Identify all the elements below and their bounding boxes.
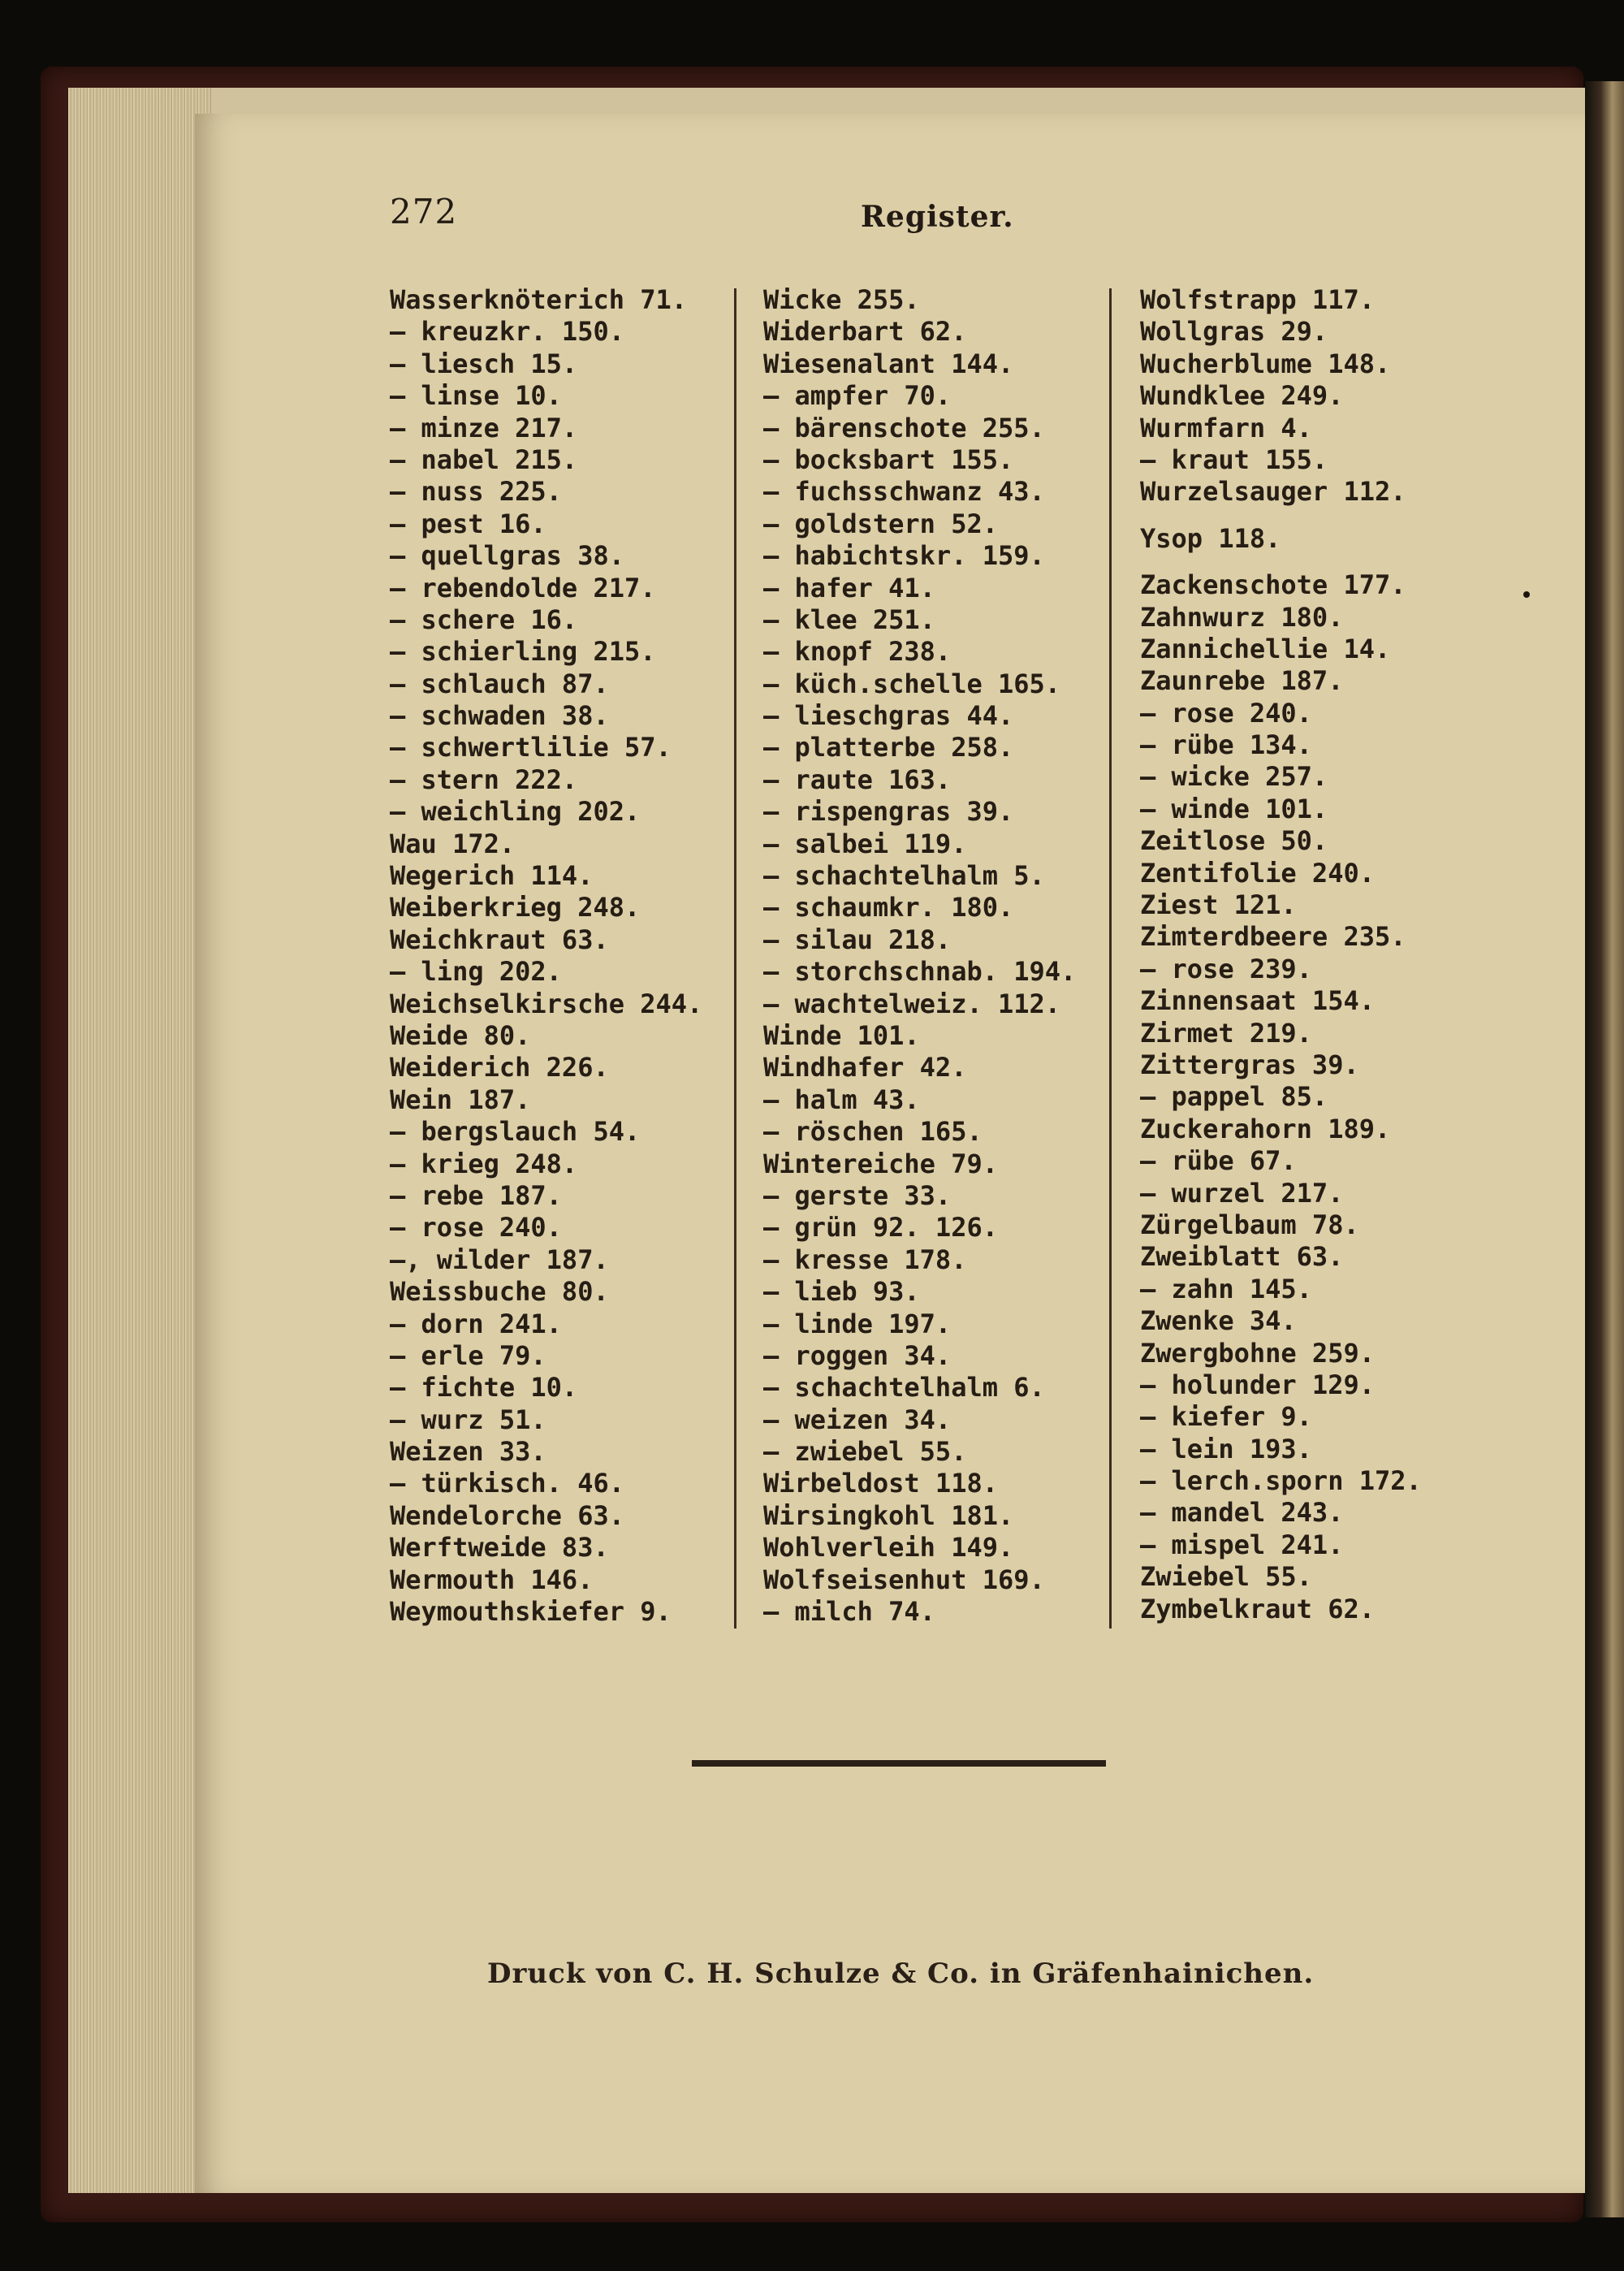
index-entry: Wicke 255. [763,284,920,315]
index-entry: Weizen 33. [390,1436,546,1468]
index-entry: Wurzelsauger 112. [1140,476,1406,508]
index-entry: — grün 92. 126. [763,1212,998,1244]
index-entry: — kiefer 9. [1140,1401,1312,1433]
index-entry: — silau 218. [763,924,952,955]
index-entry: Ziest 121. [1140,889,1297,921]
index-entry: — liesch 15. [390,348,578,379]
index-entry: — lerch.sporn 172. [1140,1465,1422,1497]
index-entry: — goldstern 52. [763,508,998,539]
index-entry: — schere 16. [390,603,578,635]
index-entry: — rübe 134. [1140,729,1312,761]
index-entry: Wendelorche 63. [390,1499,624,1531]
index-entry: — halm 43. [763,1084,920,1115]
index-column-3 [1140,284,1522,1625]
end-rule [692,1760,1106,1767]
index-entry: — klee 251. [763,603,935,635]
index-entry: — krieg 248. [390,1148,578,1179]
page-number: 272 [390,192,458,231]
index-entry: Weichkraut 63. [390,924,609,955]
index-entry: — linse 10. [390,380,562,412]
index-entry: Wohlverleih 149. [763,1532,1014,1564]
index-entry: Wein 187. [390,1084,531,1115]
index-column-2 [763,284,1145,1628]
index-entry: Zittergras 39. [1140,1049,1359,1080]
index-entry: Zwergbohne 259. [1140,1337,1375,1369]
section-gap [1140,508,1522,523]
index-entry: Wollgras 29. [1140,316,1328,348]
index-entry: — quellgras 38. [390,540,624,572]
column-divider [734,288,736,1629]
index-entry: Wau 172. [390,828,516,859]
index-entry: Zymbelkraut 62. [1140,1593,1375,1624]
index-entry: Wermouth 146. [390,1564,594,1595]
index-entry: — schachtelhalm 5. [763,860,1045,892]
index-entry: Zahnwurz 180. [1140,601,1344,633]
index-entry: — roggen 34. [763,1339,952,1371]
index-entry: — röschen 165. [763,1116,983,1148]
page-edges [68,88,211,2193]
index-entry: Wirbeldost 118. [763,1468,998,1499]
index-entry: Zweiblatt 63. [1140,1241,1344,1273]
index-entry: — rübe 67. [1140,1145,1297,1177]
column-divider [1109,288,1112,1629]
index-entry: Zeitlose 50. [1140,825,1328,857]
index-entry: — wicke 257. [1140,761,1328,793]
index-entry: — winde 101. [1140,793,1328,824]
index-entry: Weichselkirsche 244. [390,988,703,1019]
index-entry: Zackenschote 177. [1140,569,1406,601]
index-entry: Zimterdbeere 235. [1140,921,1406,953]
index-entry: — ling 202. [390,956,562,988]
index-entry: Zaunrebe 187. [1140,665,1344,697]
index-entry: Zwenke 34. [1140,1305,1297,1337]
index-entry: — türkisch. 46. [390,1468,624,1499]
index-entry: Winde 101. [763,1019,920,1051]
index-entry: — rose 239. [1140,953,1312,984]
index-entry: Zwiebel 55. [1140,1561,1312,1593]
index-entry: Werftweide 83. [390,1532,609,1564]
index-entry: Weiderich 226. [390,1052,609,1084]
index-entry: Weide 80. [390,1019,531,1051]
index-entry: — schlauch 87. [390,668,609,699]
index-entry: — milch 74. [763,1596,935,1628]
index-entry: — nabel 215. [390,443,578,475]
index-entry: Widerbart 62. [763,316,967,348]
index-entry: Wasserknöterich 71. [390,284,688,315]
index-entry: — küch.schelle 165. [763,668,1061,699]
index-entry: — wurz 51. [390,1404,546,1435]
index-entry: — gerste 33. [763,1179,952,1211]
index-entry: — nuss 225. [390,476,562,508]
index-entry: — lieb 93. [763,1276,920,1308]
index-entry: — lieschgras 44. [763,700,1014,732]
index-entry: — raute 163. [763,763,952,795]
index-entry: — rebendolde 217. [390,572,656,603]
printer-imprint: Druck von C. H. Schulze & Co. in Gräfenhainichen. [487,1957,1315,1990]
page-title: Register. [861,200,1014,234]
index-entry: — pest 16. [390,508,546,539]
index-entry: — lein 193. [1140,1433,1312,1464]
index-entry: — erle 79. [390,1339,546,1371]
index-entry: — mispel 241. [1140,1529,1344,1560]
index-entry: — kresse 178. [763,1244,967,1275]
index-entry: — schierling 215. [390,636,656,668]
index-entry: Weissbuche 80. [390,1276,609,1308]
index-entry: — rose 240. [1140,697,1312,729]
index-entry: Wirsingkohl 181. [763,1499,1014,1531]
index-entry: Weiberkrieg 248. [390,892,641,924]
index-entry: Wucherblume 148. [1140,348,1391,379]
index-entry: — kraut 155. [1140,443,1328,475]
index-column-1 [390,284,771,1628]
index-entry: — salbei 119. [763,828,967,859]
index-entry: Weymouthskiefer 9. [390,1596,672,1628]
index-entry: — schwaden 38. [390,700,609,732]
book-spine-gutter [1585,81,1624,2217]
index-entry: — hafer 41. [763,572,935,603]
index-entry: — ampfer 70. [763,380,952,412]
index-entry: — bocksbart 155. [763,443,1014,475]
index-entry: — weichling 202. [390,796,641,828]
index-entry: — platterbe 258. [763,732,1014,763]
index-entry: — bärenschote 255. [763,412,1045,443]
index-entry: — dorn 241. [390,1308,562,1339]
index-entry: — stern 222. [390,763,578,795]
index-entry: Zinnensaat 154. [1140,985,1375,1017]
index-entry: — rispengras 39. [763,796,1014,828]
index-entry: — zwiebel 55. [763,1436,967,1468]
index-entry: Zentifolie 240. [1140,857,1375,889]
index-entry: — holunder 129. [1140,1369,1375,1400]
index-entry: — schwertlilie 57. [390,732,672,763]
index-entry: — wachtelweiz. 112. [763,988,1061,1019]
index-entry: Zannichellie 14. [1140,633,1391,664]
index-entry: —, wilder 187. [390,1244,609,1275]
index-entry: — storchschnab. 194. [763,956,1077,988]
ink-speck [1523,591,1530,598]
index-entry: Wintereiche 79. [763,1148,998,1179]
index-entry: — pappel 85. [1140,1081,1328,1113]
index-entry: Wolfstrapp 117. [1140,284,1375,315]
index-entry: Wurmfarn 4. [1140,412,1312,443]
index-entry: — fichte 10. [390,1372,578,1404]
section-gap [1140,555,1522,569]
index-entry: — linde 197. [763,1308,952,1339]
index-entry: Ysop 118. [1140,522,1281,554]
index-entry: — rose 240. [390,1212,562,1244]
index-entry: Zuckerahorn 189. [1140,1113,1391,1144]
index-entry: — knopf 238. [763,636,952,668]
index-entry: Wolfseisenhut 169. [763,1564,1045,1595]
index-entry: — mandel 243. [1140,1497,1344,1529]
index-entry: Wegerich 114. [390,860,594,892]
index-entry: — habichtskr. 159. [763,540,1045,572]
index-entry: Zirmet 219. [1140,1017,1312,1049]
index-entry: — kreuzkr. 150. [390,316,624,348]
index-entry: Wundklee 249. [1140,380,1344,412]
index-entry: Zürgelbaum 78. [1140,1209,1359,1240]
index-entry: — wurzel 217. [1140,1177,1344,1209]
index-entry: — schachtelhalm 6. [763,1372,1045,1404]
index-entry: — fuchsschwanz 43. [763,476,1045,508]
index-entry: — schaumkr. 180. [763,892,1014,924]
page-header [390,192,1445,249]
index-entry: Windhafer 42. [763,1052,967,1084]
index-entry: — weizen 34. [763,1404,952,1435]
index-entry: — bergslauch 54. [390,1116,641,1148]
index-entry: Wiesenalant 144. [763,348,1014,379]
index-entry: — zahn 145. [1140,1273,1312,1304]
index-entry: — rebe 187. [390,1179,562,1211]
index-entry: — minze 217. [390,412,578,443]
